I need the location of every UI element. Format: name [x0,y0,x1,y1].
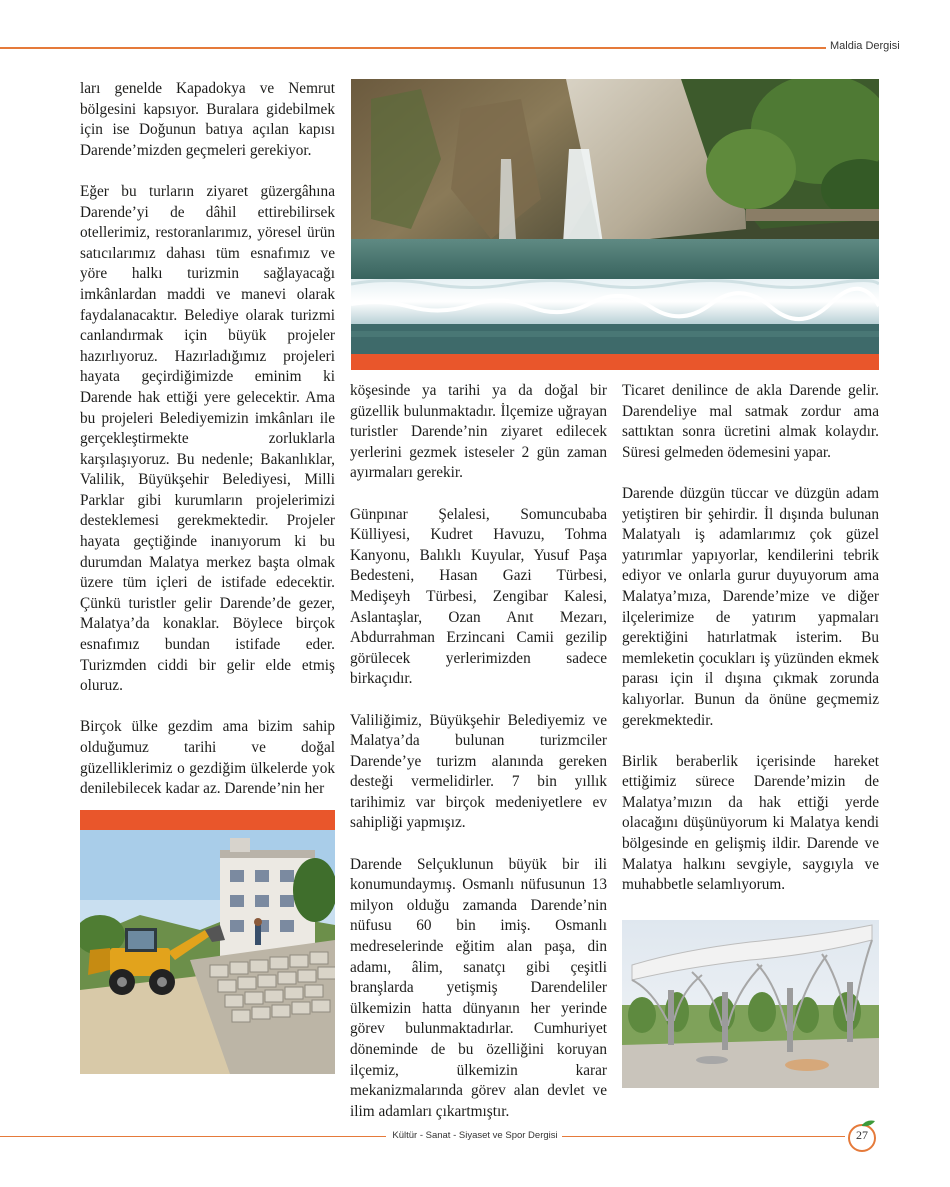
accent-bar [80,810,335,830]
footer-title: Kültür - Sanat - Siyaset ve Spor Dergisi [392,1130,558,1141]
text-column-2 [350,381,607,1122]
paragraph: Valiliğimiz, Büyükşehir Belediyemiz ve Malatya’da bulunan turizmciler Darende’ye turizm alanında gereken desteği vermelidirler. 7 bin yıllık tarihimiz var birçok medeniyetlere ev sahipliği yapmışız. [350,711,607,832]
footer-rule [0,1136,386,1137]
pavilion-illustration [622,920,879,1088]
paragraph: Birlik beraberlik içerisinde hareket ettiğimiz sürece Darende’mizin de Malatya’mızın da hak ettiği yerde olacağını düşünüyorum ki Malatya kendi bölgesinde en gelişmiş ildir. Darende ve Malatya halkını sevgiyle, saygıyla ve muhabbetle selamlıyorum. [622,752,879,894]
magazine-title: Maldia Dergisi [830,40,900,52]
paragraph: ları genelde Kapadokya ve Nemrut bölgesini kapsıyor. Buralara gidebilmek için ise Doğunun batıya açılan kapısı Darende’mizden geçmeleri gerekiyor. [80,80,335,159]
paragraph: Birçok ülke gezdim ama bizim sahip olduğumuz tarihi ve doğal güzelliklerimiz o gezdiğim ülkelerde yok denilebilecek kadar az. Darende’nin her [80,718,335,798]
paragraph: Eğer bu turların ziyaret güzergâhına Darende’yi de dâhil ettirebilirsek otellerimiz, restoranlarımız, yöresel ürün satıcılarımız dahası tüm esnafımız ve yöre halkı turizmin sağlayacağı imkânlardan maddi ve manevi olarak faydalanacaktır. Belediye olarak turizmi canlandırmak için büyük projeler hazırlıyoruz. Hazırladığımız projeleri hayata geçirdiğimizde eminim ki Darende hak ettiği yere gelecektir. Ama bu projeleri Belediyemizin imkânları ile gerçekleştirmekte zorluklarla karşılaşıyoruz. Bu nedenle; Bakanlıklar, Valilik, Büyükşehir Belediyesi, Milli Parklar gibi kurumların projelerimizi desteklemesi gerekmektedir. Projeler hayata geçtiğinde inanıyorum ki bu durumdan Malatya merkez başta olmak üzere tüm içleri de istifade edecektir. Çünkü turistler gelir Darende’de gezer, Malatya’da konaklar. Böylece birçok esnafımız bundan istifade eder. Turizmden ciddi bir gelir elde etmiş oluruz. [80,182,335,695]
waterfall-illustration [351,79,879,354]
paragraph: Ticaret denilince de akla Darende gelir. Darendeliye mal satmak zordur ama sattıktan sonra ücretini almak kolaydır. Süresi gelmeden ödemesini yapar. [622,382,879,461]
paragraph: Darende Selçuklunun büyük bir ili konumundaymış. Osmanlı nüfusunun 13 milyon olduğu zamanda Darende’nin nüfusu 60 bin imiş. Osmanlı medreselerinde eğitim alan paşa, din adamı, âlim, sanatçı gibi çeşitli branşlarda yetişmiş Darendeliler ülkemizin hatta dünyanın her yerinde görev bulunmaktadırlar. Cumhuriyet döneminde de bu özelliğini koruyan ilçemiz, ülkemizin karar mekanizmalarında görev alan devlet ve ilim adamları çıkartmıştır. [350,855,607,1120]
text-column-1 [80,79,335,800]
page-number-badge [845,1119,879,1153]
footer-rule [562,1136,845,1137]
paragraph: köşesinde ya tarihi ya da doğal bir güzellik bulunmaktadır. İlçemize uğrayan turistler Darende’nin ziyaret edilecek yerlerini gezmek isteseler 2 gün zaman ayırmaları gerekir. [350,382,607,482]
pavilion-render [622,920,879,1088]
paragraph: Günpınar Şelalesi, Somuncubaba Külliyesi, Kudret Havuzu, Tohma Kanyonu, Balıklı Kuyular, Yusuf Paşa Bedesteni, Hasan Gazi Türbesi, Medişeyh Türbesi, Zengibar Kalesi, Aslantaşlar, Ozan Anıt Mezarı, Abdurrahman Erzincani Camii gezilip görülecek yerlerimizden sadece birkaçıdır. [350,505,607,688]
paragraph: Darende düzgün tüccar ve düzgün adam yetiştiren bir şehirdir. İl dışında bulunan Malatyalı iş adamlarımız çok güzel yatırımlar yapıyorlar, kendilerini tebrik ediyor ve onlarla gurur duyuyorum ama Malatya’mıza, Darende’mize ve diğer ilçelerimize de yatırım yapmaları gerektiğini hatırlatmak isterim. Bu memleketin çocukları iş yüzünden ekmek parası için il dışına çıkmak zorunda kalıyorlar. Bunun da önüne geçmemiz gerekmektedir. [622,484,879,729]
construction-photo [80,830,335,1074]
text-column-3 [622,381,879,896]
construction-illustration [80,830,335,1074]
waterfall-photo [351,79,879,354]
header-rule [0,47,826,49]
accent-bar [351,354,879,370]
page-number: 27 [856,1128,868,1142]
